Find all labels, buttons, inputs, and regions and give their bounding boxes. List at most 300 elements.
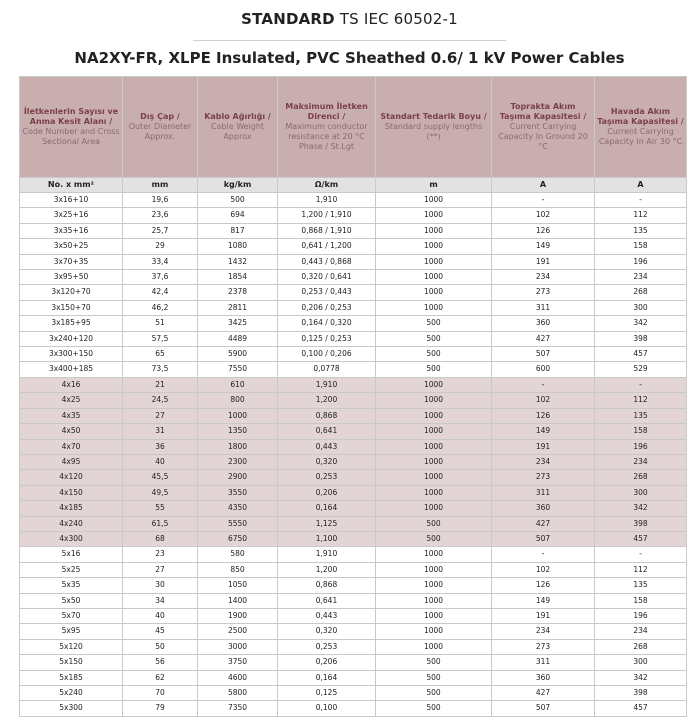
table-cell: 342 <box>595 316 687 331</box>
table-cell: 5900 <box>198 347 278 362</box>
table-cell: 360 <box>492 670 595 685</box>
table-cell: 1000 <box>376 208 492 223</box>
table-row <box>20 377 687 392</box>
table-cell: 234 <box>492 270 595 285</box>
table-cell: 3x150+70 <box>20 300 123 315</box>
table-cell: 800 <box>198 393 278 408</box>
table-cell: 398 <box>595 331 687 346</box>
table-cell: 5x300 <box>20 701 123 716</box>
table-cell: 580 <box>198 547 278 562</box>
table-cell: 1000 <box>376 578 492 593</box>
table-cell: 1900 <box>198 608 278 623</box>
table-cell: 1000 <box>376 608 492 623</box>
table-cell: 1854 <box>198 270 278 285</box>
table-cell: 234 <box>492 624 595 639</box>
table-cell: 102 <box>492 393 595 408</box>
table-cell: 23,6 <box>123 208 198 223</box>
table-cell: 0,253 <box>278 639 376 654</box>
table-cell: 2900 <box>198 470 278 485</box>
table-cell: 3x50+25 <box>20 239 123 254</box>
table-cell: 342 <box>595 670 687 685</box>
table-cell: 1000 <box>376 377 492 392</box>
table-row <box>20 531 687 546</box>
table-row <box>20 239 687 254</box>
table-cell: 2500 <box>198 624 278 639</box>
table-cell: 398 <box>595 686 687 701</box>
table-cell: 1350 <box>198 424 278 439</box>
table-cell: 1000 <box>376 300 492 315</box>
table-cell: 600 <box>492 362 595 377</box>
table-cell: 36 <box>123 439 198 454</box>
table-cell: 21 <box>123 377 198 392</box>
column-header-outer-diameter <box>123 77 198 178</box>
unit-cell: A <box>492 178 595 193</box>
table-row <box>20 639 687 654</box>
table-cell: 0,206 <box>278 655 376 670</box>
table-row <box>20 347 687 362</box>
table-row <box>20 547 687 562</box>
table-cell: 817 <box>198 223 278 238</box>
table-cell: 7350 <box>198 701 278 716</box>
table-row <box>20 624 687 639</box>
table-cell: 3750 <box>198 655 278 670</box>
table-cell: 1000 <box>376 408 492 423</box>
table-cell: 126 <box>492 223 595 238</box>
table-cell: 0,641 <box>278 424 376 439</box>
column-header-resistance <box>278 77 376 178</box>
table-cell: 360 <box>492 501 595 516</box>
table-cell: 191 <box>492 254 595 269</box>
table-cell: 1000 <box>376 439 492 454</box>
unit-cell: m <box>376 178 492 193</box>
table-cell: 135 <box>595 408 687 423</box>
table-cell: 50 <box>123 639 198 654</box>
table-cell: 5x50 <box>20 593 123 608</box>
table-row <box>20 516 687 531</box>
table-cell: 5x25 <box>20 562 123 577</box>
table-cell: 3550 <box>198 485 278 500</box>
table-cell: 311 <box>492 485 595 500</box>
table-cell: 4x70 <box>20 439 123 454</box>
table-cell: 4x50 <box>20 424 123 439</box>
table-cell: 196 <box>595 254 687 269</box>
table-cell: 196 <box>595 608 687 623</box>
table-cell: 1400 <box>198 593 278 608</box>
table-cell: 158 <box>595 239 687 254</box>
table-cell: 398 <box>595 516 687 531</box>
table-row <box>20 470 687 485</box>
unit-cell: Ω/km <box>278 178 376 193</box>
table-cell: 0,443 <box>278 439 376 454</box>
table-cell: 5550 <box>198 516 278 531</box>
header-tr-label: Standart Tedarik Boyu / <box>380 112 487 121</box>
table-cell: 158 <box>595 424 687 439</box>
table-cell: 45 <box>123 624 198 639</box>
table-cell: 234 <box>595 624 687 639</box>
table-cell: 68 <box>123 531 198 546</box>
table-cell: 500 <box>376 670 492 685</box>
table-cell: 427 <box>492 331 595 346</box>
table-cell: 62 <box>123 670 198 685</box>
table-cell: 1000 <box>376 485 492 500</box>
table-cell: 1000 <box>376 393 492 408</box>
table-cell: 135 <box>595 578 687 593</box>
table-row <box>20 393 687 408</box>
table-cell: 694 <box>198 208 278 223</box>
table-cell: 4x240 <box>20 516 123 531</box>
table-cell: 24,5 <box>123 393 198 408</box>
table-cell: 1,200 <box>278 393 376 408</box>
header-en-label: Outer Diameter Approx. <box>128 122 192 141</box>
table-cell: 1000 <box>376 547 492 562</box>
table-row <box>20 608 687 623</box>
table-cell: - <box>492 547 595 562</box>
cable-title: NA2XY-FR, XLPE Insulated, PVC Sheathed 0.6/ 1 kV Power Cables <box>74 49 625 67</box>
table-cell: 457 <box>595 531 687 546</box>
table-cell: 0,443 / 0,868 <box>278 254 376 269</box>
header-tr-label: Toprakta Akım Taşıma Kapasitesi / <box>499 102 587 121</box>
table-cell: 500 <box>376 316 492 331</box>
table-cell: 300 <box>595 300 687 315</box>
table-cell: 3x400+185 <box>20 362 123 377</box>
table-row <box>20 454 687 469</box>
table-cell: 457 <box>595 347 687 362</box>
table-cell: 0,206 <box>278 485 376 500</box>
table-cell: 1000 <box>376 454 492 469</box>
table-cell: 4x35 <box>20 408 123 423</box>
table-cell: 149 <box>492 424 595 439</box>
table-cell: 3x185+95 <box>20 316 123 331</box>
table-cell: 500 <box>376 516 492 531</box>
table-cell: 507 <box>492 701 595 716</box>
table-row <box>20 439 687 454</box>
table-cell: 300 <box>595 485 687 500</box>
table-cell: 0,164 / 0,320 <box>278 316 376 331</box>
table-row <box>20 285 687 300</box>
table-cell: 25,7 <box>123 223 198 238</box>
table-row <box>20 686 687 701</box>
table-cell: 126 <box>492 578 595 593</box>
table-cell: 5x240 <box>20 686 123 701</box>
table-cell: 234 <box>595 454 687 469</box>
table-row <box>20 501 687 516</box>
header-row <box>20 77 687 178</box>
column-header-cross-section <box>20 77 123 178</box>
table-cell: 19,6 <box>123 193 198 208</box>
table-cell: 610 <box>198 377 278 392</box>
table-cell: 3x25+16 <box>20 208 123 223</box>
table-cell: 273 <box>492 285 595 300</box>
table-cell: 1050 <box>198 578 278 593</box>
table-row <box>20 424 687 439</box>
unit-cell: mm <box>123 178 198 193</box>
table-row <box>20 655 687 670</box>
table-cell: 191 <box>492 608 595 623</box>
table-row <box>20 670 687 685</box>
table-cell: 3x240+120 <box>20 331 123 346</box>
table-cell: 149 <box>492 593 595 608</box>
table-row <box>20 254 687 269</box>
table-cell: 529 <box>595 362 687 377</box>
table-cell: 5800 <box>198 686 278 701</box>
table-cell: 0,164 <box>278 670 376 685</box>
table-cell: 234 <box>595 270 687 285</box>
table-cell: 0,868 / 1,910 <box>278 223 376 238</box>
header-tr-label: Maksimum İletken Direnci / <box>285 102 368 121</box>
cable-spec-table <box>19 76 687 717</box>
table-cell: 1,910 <box>278 377 376 392</box>
table-cell: 2811 <box>198 300 278 315</box>
header-tr-label: İletkenlerin Sayısı ve Anma Kesit Alanı / <box>23 107 119 126</box>
table-row <box>20 485 687 500</box>
header-tr-label: Havada Akım Taşıma Kapasitesi / <box>597 107 684 126</box>
table-cell: 0,320 <box>278 624 376 639</box>
units-row <box>20 178 687 193</box>
unit-cell: kg/km <box>198 178 278 193</box>
table-cell: 5x150 <box>20 655 123 670</box>
table-cell: 0,320 <box>278 454 376 469</box>
table-cell: 0,206 / 0,253 <box>278 300 376 315</box>
table-cell: 4x16 <box>20 377 123 392</box>
table-cell: 6750 <box>198 531 278 546</box>
table-cell: 4489 <box>198 331 278 346</box>
table-cell: 0,868 <box>278 408 376 423</box>
table-cell: 1000 <box>376 501 492 516</box>
table-cell: 1000 <box>376 470 492 485</box>
table-cell: - <box>492 377 595 392</box>
table-row <box>20 331 687 346</box>
table-cell: 0,641 / 1,200 <box>278 239 376 254</box>
table-cell: 191 <box>492 439 595 454</box>
table-row <box>20 270 687 285</box>
table-cell: 149 <box>492 239 595 254</box>
standard-code: TS IEC 60502-1 <box>339 10 458 28</box>
table-cell: 0,253 / 0,443 <box>278 285 376 300</box>
table-cell: 500 <box>376 347 492 362</box>
table-cell: 56 <box>123 655 198 670</box>
table-cell: 500 <box>376 655 492 670</box>
table-cell: 57,5 <box>123 331 198 346</box>
table-cell: 4x25 <box>20 393 123 408</box>
column-header-supply-length <box>376 77 492 178</box>
table-cell: 3x35+16 <box>20 223 123 238</box>
table-cell: 5x70 <box>20 608 123 623</box>
table-cell: 135 <box>595 223 687 238</box>
table-cell: 457 <box>595 701 687 716</box>
table-cell: 0,868 <box>278 578 376 593</box>
header-tr-label: Kablo Ağırlığı / <box>204 112 271 121</box>
table-cell: 7550 <box>198 362 278 377</box>
table-cell: 0,0778 <box>278 362 376 377</box>
table-cell: 31 <box>123 424 198 439</box>
table-cell: 102 <box>492 562 595 577</box>
table-cell: 0,125 / 0,253 <box>278 331 376 346</box>
table-cell: 3x70+35 <box>20 254 123 269</box>
table-cell: 1432 <box>198 254 278 269</box>
standard-heading <box>0 10 699 28</box>
table-row <box>20 701 687 716</box>
table-cell: - <box>492 193 595 208</box>
table-cell: 311 <box>492 300 595 315</box>
table-row <box>20 208 687 223</box>
table-cell: 500 <box>376 331 492 346</box>
table-cell: 1,200 / 1,910 <box>278 208 376 223</box>
table-row <box>20 193 687 208</box>
table-cell: 65 <box>123 347 198 362</box>
table-row <box>20 408 687 423</box>
table-cell: 1000 <box>376 593 492 608</box>
table-cell: 5x16 <box>20 547 123 562</box>
table-cell: 79 <box>123 701 198 716</box>
table-cell: 61,5 <box>123 516 198 531</box>
table-cell: 1000 <box>376 285 492 300</box>
table-cell: 500 <box>376 531 492 546</box>
table-cell: 427 <box>492 516 595 531</box>
table-cell: 0,100 <box>278 701 376 716</box>
table-cell: 4x120 <box>20 470 123 485</box>
table-row <box>20 578 687 593</box>
table-cell: 34 <box>123 593 198 608</box>
table-cell: 112 <box>595 208 687 223</box>
table-cell: 1,100 <box>278 531 376 546</box>
table-cell: 500 <box>198 193 278 208</box>
header-en-label: Code Number and Cross Sectional Area <box>22 127 120 146</box>
header-tr-label: Dış Çap / <box>140 112 180 121</box>
table-cell: 45,5 <box>123 470 198 485</box>
table-cell: 196 <box>595 439 687 454</box>
table-cell: 500 <box>376 362 492 377</box>
table-cell: 5x95 <box>20 624 123 639</box>
table-cell: 5x185 <box>20 670 123 685</box>
header-en-label: Standard supply lengths (**) <box>384 122 483 141</box>
column-header-cable-weight <box>198 77 278 178</box>
table-cell: 0,125 <box>278 686 376 701</box>
table-cell: 0,164 <box>278 501 376 516</box>
table-cell: 112 <box>595 393 687 408</box>
table-cell: 3425 <box>198 316 278 331</box>
heading-divider <box>193 40 506 41</box>
table-cell: 268 <box>595 470 687 485</box>
table-cell: 234 <box>492 454 595 469</box>
table-cell: 3x300+150 <box>20 347 123 362</box>
table-cell: 500 <box>376 701 492 716</box>
table-cell: 2300 <box>198 454 278 469</box>
table-cell: 342 <box>595 501 687 516</box>
table-cell: 51 <box>123 316 198 331</box>
header-en-label: Maximum conductor resistance at 20 °C Phase / St.Lgt <box>285 122 368 151</box>
header-en-label: Current Carrying Capacity In Air 30 °C <box>598 127 683 146</box>
table-cell: 311 <box>492 655 595 670</box>
table-cell: 102 <box>492 208 595 223</box>
table-cell: 112 <box>595 562 687 577</box>
table-cell: 158 <box>595 593 687 608</box>
table-cell: 360 <box>492 316 595 331</box>
table-cell: 4x150 <box>20 485 123 500</box>
table-cell: 0,443 <box>278 608 376 623</box>
table-cell: 268 <box>595 285 687 300</box>
table-cell: 42,4 <box>123 285 198 300</box>
table-row <box>20 223 687 238</box>
table-cell: 1000 <box>198 408 278 423</box>
table-cell: 1,125 <box>278 516 376 531</box>
table-cell: 2378 <box>198 285 278 300</box>
table-row <box>20 300 687 315</box>
table-cell: 273 <box>492 470 595 485</box>
table-cell: 1,910 <box>278 193 376 208</box>
table-cell: 4350 <box>198 501 278 516</box>
table-cell: 0,253 <box>278 470 376 485</box>
table-cell: 1,910 <box>278 547 376 562</box>
table-cell: 27 <box>123 562 198 577</box>
table-cell: 29 <box>123 239 198 254</box>
table-cell: 507 <box>492 531 595 546</box>
table-cell: 49,5 <box>123 485 198 500</box>
column-header-capacity-ground <box>492 77 595 178</box>
table-cell: 4600 <box>198 670 278 685</box>
table-cell: 5x120 <box>20 639 123 654</box>
table-cell: 27 <box>123 408 198 423</box>
table-cell: 5x35 <box>20 578 123 593</box>
table-cell: 1000 <box>376 254 492 269</box>
table-cell: 30 <box>123 578 198 593</box>
table-cell: 1800 <box>198 439 278 454</box>
header-en-label: Cable Weight Approx <box>210 122 265 141</box>
table-cell: 4x300 <box>20 531 123 546</box>
table-cell: 4x185 <box>20 501 123 516</box>
table-cell: 1000 <box>376 424 492 439</box>
table-cell: 126 <box>492 408 595 423</box>
table-cell: 850 <box>198 562 278 577</box>
table-cell: 40 <box>123 608 198 623</box>
table-cell: 3x16+10 <box>20 193 123 208</box>
table-cell: 40 <box>123 454 198 469</box>
table-cell: - <box>595 377 687 392</box>
table-cell: 1000 <box>376 270 492 285</box>
table-row <box>20 562 687 577</box>
unit-cell: A <box>595 178 687 193</box>
table-cell: - <box>595 547 687 562</box>
table-cell: 1000 <box>376 562 492 577</box>
table-cell: 273 <box>492 639 595 654</box>
table-header <box>20 77 687 193</box>
table-cell: 427 <box>492 686 595 701</box>
table-cell: 0,320 / 0,641 <box>278 270 376 285</box>
standard-prefix: STANDARD <box>241 10 335 28</box>
table-row <box>20 316 687 331</box>
table-cell: 0,641 <box>278 593 376 608</box>
header-en-label: Current Carrying Capacity In Ground 20 °C <box>498 122 588 151</box>
table-cell: - <box>595 193 687 208</box>
table-cell: 268 <box>595 639 687 654</box>
table-cell: 1080 <box>198 239 278 254</box>
column-header-capacity-air <box>595 77 687 178</box>
table-cell: 37,6 <box>123 270 198 285</box>
table-cell: 73,5 <box>123 362 198 377</box>
table-body <box>20 193 687 717</box>
table-cell: 46,2 <box>123 300 198 315</box>
table-cell: 1000 <box>376 639 492 654</box>
table-cell: 1,200 <box>278 562 376 577</box>
table-cell: 55 <box>123 501 198 516</box>
table-cell: 507 <box>492 347 595 362</box>
table-cell: 1000 <box>376 624 492 639</box>
table-cell: 1000 <box>376 223 492 238</box>
table-cell: 0,100 / 0,206 <box>278 347 376 362</box>
table-cell: 1000 <box>376 239 492 254</box>
table-cell: 33,4 <box>123 254 198 269</box>
table-row <box>20 362 687 377</box>
table-cell: 70 <box>123 686 198 701</box>
